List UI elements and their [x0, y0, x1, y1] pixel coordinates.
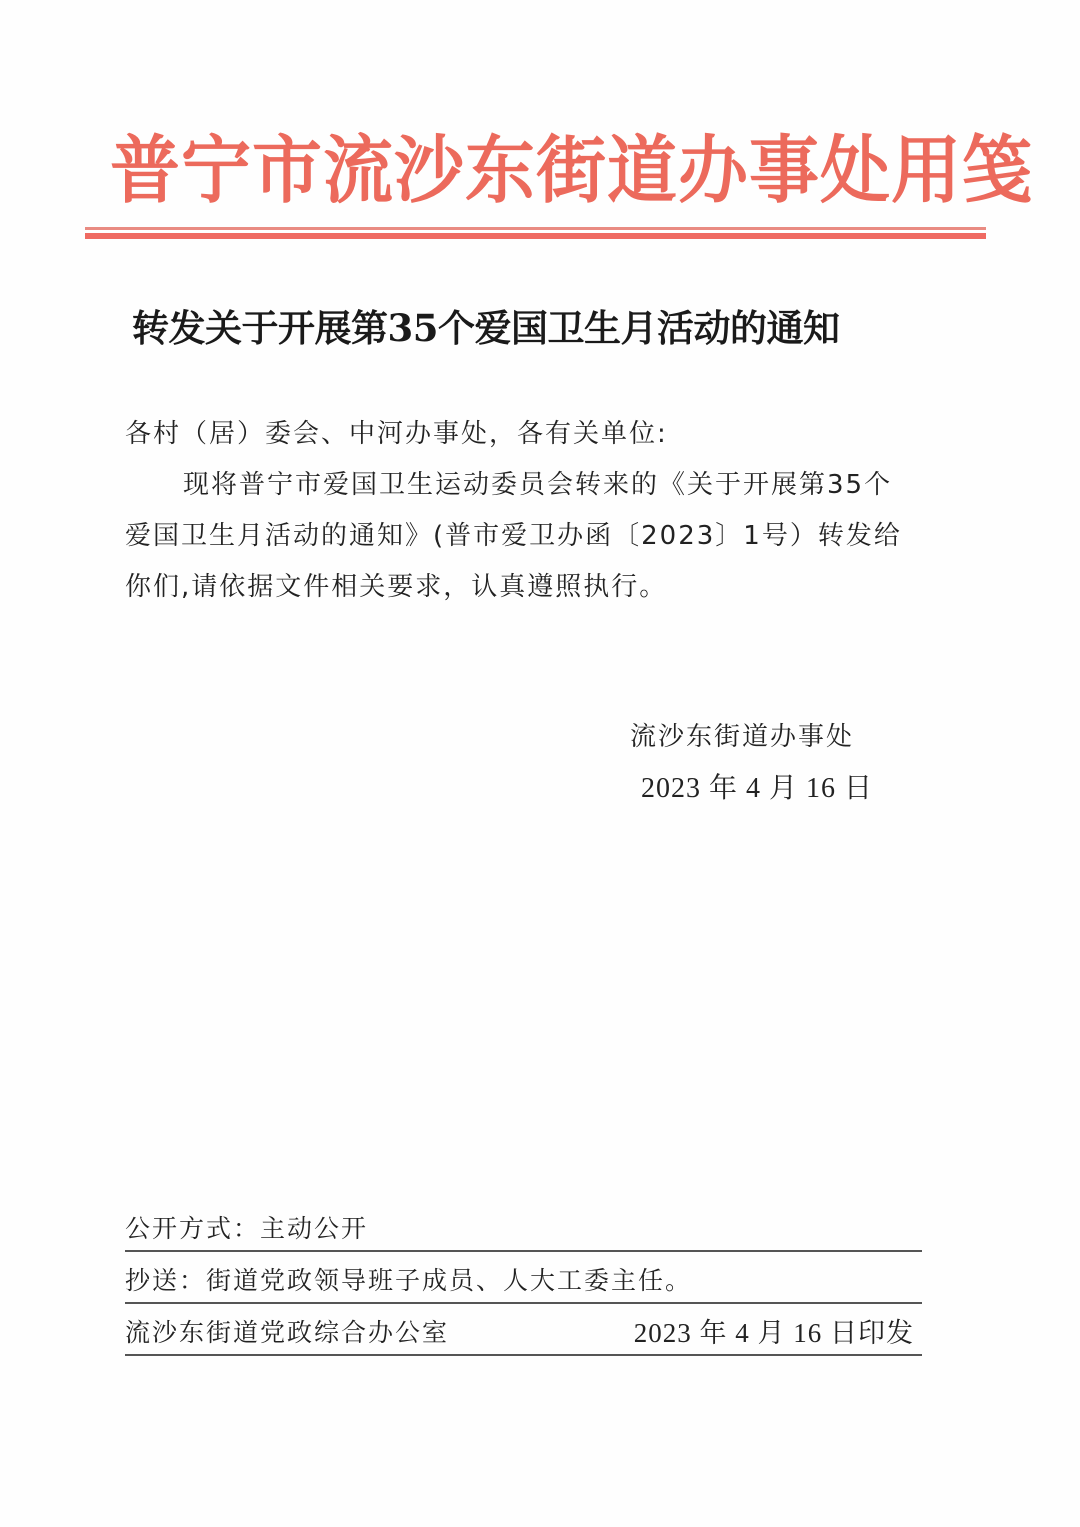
- disclosure-text: 公开方式：主动公开: [125, 1214, 369, 1243]
- salutation: 各村（居）委会、中河办事处，各有关单位:: [125, 419, 668, 449]
- issue-date-text: 2023 年 4 月 16 日印发: [633, 1318, 914, 1348]
- footer-issuer-row: [125, 1310, 922, 1356]
- signature-organization: 流沙东街道办事处: [630, 722, 855, 752]
- cc-text: 抄送：街道党政领导班子成员、人大工委主任。: [125, 1266, 693, 1295]
- body-line-2: 爱国卫生月活动的通知》(普市爱卫办函〔2023〕1号）转发给: [125, 521, 902, 551]
- letterhead-title: 普宁市流沙东街道办事处用笺: [110, 126, 1033, 214]
- footer-disclosure: [125, 1206, 922, 1252]
- body-line-1: 现将普宁市爱国卫生运动委员会转来的《关于开展第35个: [183, 470, 893, 500]
- document-title: 转发关于开展第35个爱国卫生月活动的通知: [132, 306, 840, 350]
- footer-divider: [125, 1250, 922, 1252]
- issuer-text: 流沙东街道党政综合办公室: [125, 1318, 450, 1347]
- letterhead-thick-rule: [85, 233, 986, 239]
- footer-cc: [125, 1258, 922, 1304]
- body-line-3: 你们,请依据文件相关要求，认真遵照执行。: [125, 572, 668, 602]
- footer-divider: [125, 1302, 922, 1304]
- letterhead-thin-rule: [85, 227, 986, 230]
- signature-date: 2023 年 4 月 16 日: [641, 773, 874, 804]
- footer-divider: [125, 1354, 922, 1356]
